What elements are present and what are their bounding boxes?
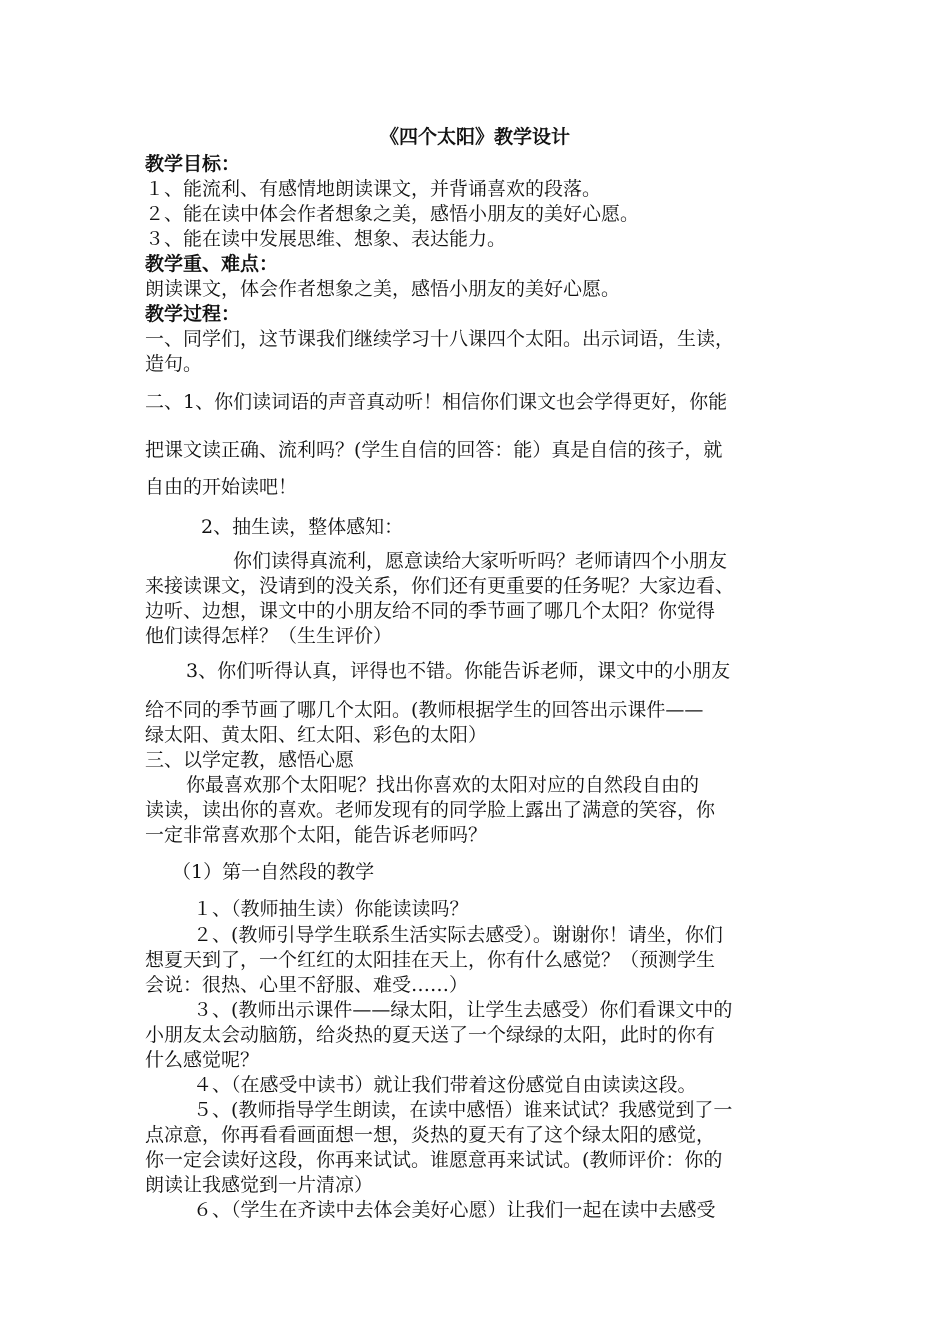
objective-3: ３、能在读中发展思维、想象、表达能力。	[145, 228, 507, 250]
paragraph-line: １、（教师抽生读）你能读读吗？	[193, 898, 469, 920]
paragraph-line: 自由的开始读吧！	[145, 476, 298, 498]
paragraph-line: 读读，读出你的喜欢。老师发现有的同学脸上露出了满意的笑容，你	[145, 799, 716, 821]
paragraph-line: 二、1、你们读词语的声音真动听！相信你们课文也会学得更好，你能	[145, 391, 728, 413]
paragraph-line: 朗读让我感觉到一片清凉）	[145, 1174, 374, 1196]
paragraph-line: 会说：很热、心里不舒服、难受……）	[145, 974, 469, 996]
subsection-heading: （1）第一自然段的教学	[172, 861, 375, 883]
paragraph-line: ４、（在感受中读书）就让我们带着这份感觉自由读读这段。	[193, 1074, 697, 1096]
paragraph-line: 来接读课文，没请到的没关系，你们还有更重要的任务呢？大家边看、	[145, 575, 735, 597]
paragraph-line: 什么感觉呢？	[145, 1049, 260, 1071]
paragraph-line: ２、(教师引导学生联系生活实际去感受）。谢谢你！请坐，你们	[193, 924, 723, 946]
objective-2: ２、能在读中体会作者想象之美，感悟小朋友的美好心愿。	[145, 203, 640, 225]
paragraph-line: 绿太阳、黄太阳、红太阳、彩色的太阳）	[145, 724, 488, 746]
paragraph-line: 边听、边想，课文中的小朋友给不同的季节画了哪几个太阳？你觉得	[145, 600, 716, 622]
paragraph-line: 把课文读正确、流利吗？(学生自信的回答：能）真是自信的孩子，就	[145, 439, 723, 461]
paragraph-line: 想夏天到了，一个红红的太阳挂在天上，你有什么感觉？（预测学生	[145, 949, 716, 971]
paragraph-line: 点凉意，你再看看画面想一想，炎热的夏天有了这个绿太阳的感觉，	[145, 1124, 716, 1146]
heading-objectives: 教学目标：	[145, 153, 241, 175]
paragraph-line: 一定非常喜欢那个太阳，能告诉老师吗？	[145, 824, 488, 846]
paragraph-line: ５、(教师指导学生朗读，在读中感悟）谁来试试？我感觉到了一	[193, 1099, 733, 1121]
paragraph-line: 造句。	[145, 353, 203, 375]
paragraph-line: ３、(教师出示课件——绿太阳，让学生去感受）你们看课文中的	[193, 999, 733, 1021]
objective-1: １、能流利、有感情地朗读课文，并背诵喜欢的段落。	[145, 178, 602, 200]
paragraph-line: 3、你们听得认真，评得也不错。你能告诉老师，课文中的小朋友	[186, 660, 731, 682]
paragraph-line: 一、同学们，这节课我们继续学习十八课四个太阳。出示词语，生读，	[145, 328, 735, 350]
section-heading: 三、以学定教，感悟心愿	[145, 749, 355, 771]
heading-process: 教学过程：	[145, 303, 241, 325]
paragraph-line: 你一定会读好这段，你再来试试。谁愿意再来试试。(教师评价：你的	[145, 1149, 723, 1171]
paragraph-line: 他们读得怎样？（生生评价）	[145, 625, 393, 647]
page-title: 《四个太阳》教学设计	[379, 126, 570, 148]
heading-key-points: 教学重、难点：	[145, 253, 279, 275]
paragraph-line: ６、（学生在齐读中去体会美好心愿）让我们一起在读中去感受	[193, 1199, 716, 1221]
paragraph-line: 2、抽生读，整体感知：	[201, 516, 404, 538]
paragraph-line: 给不同的季节画了哪几个太阳。(教师根据学生的回答出示课件——	[145, 699, 704, 721]
paragraph-line: 你最喜欢那个太阳呢？找出你喜欢的太阳对应的自然段自由的	[186, 774, 700, 796]
key-points-text: 朗读课文，体会作者想象之美，感悟小朋友的美好心愿。	[145, 278, 621, 300]
paragraph-line: 你们读得真流利，愿意读给大家听听吗？老师请四个小朋友	[233, 550, 728, 572]
paragraph-line: 小朋友太会动脑筋，给炎热的夏天送了一个绿绿的太阳，此时的你有	[145, 1024, 716, 1046]
